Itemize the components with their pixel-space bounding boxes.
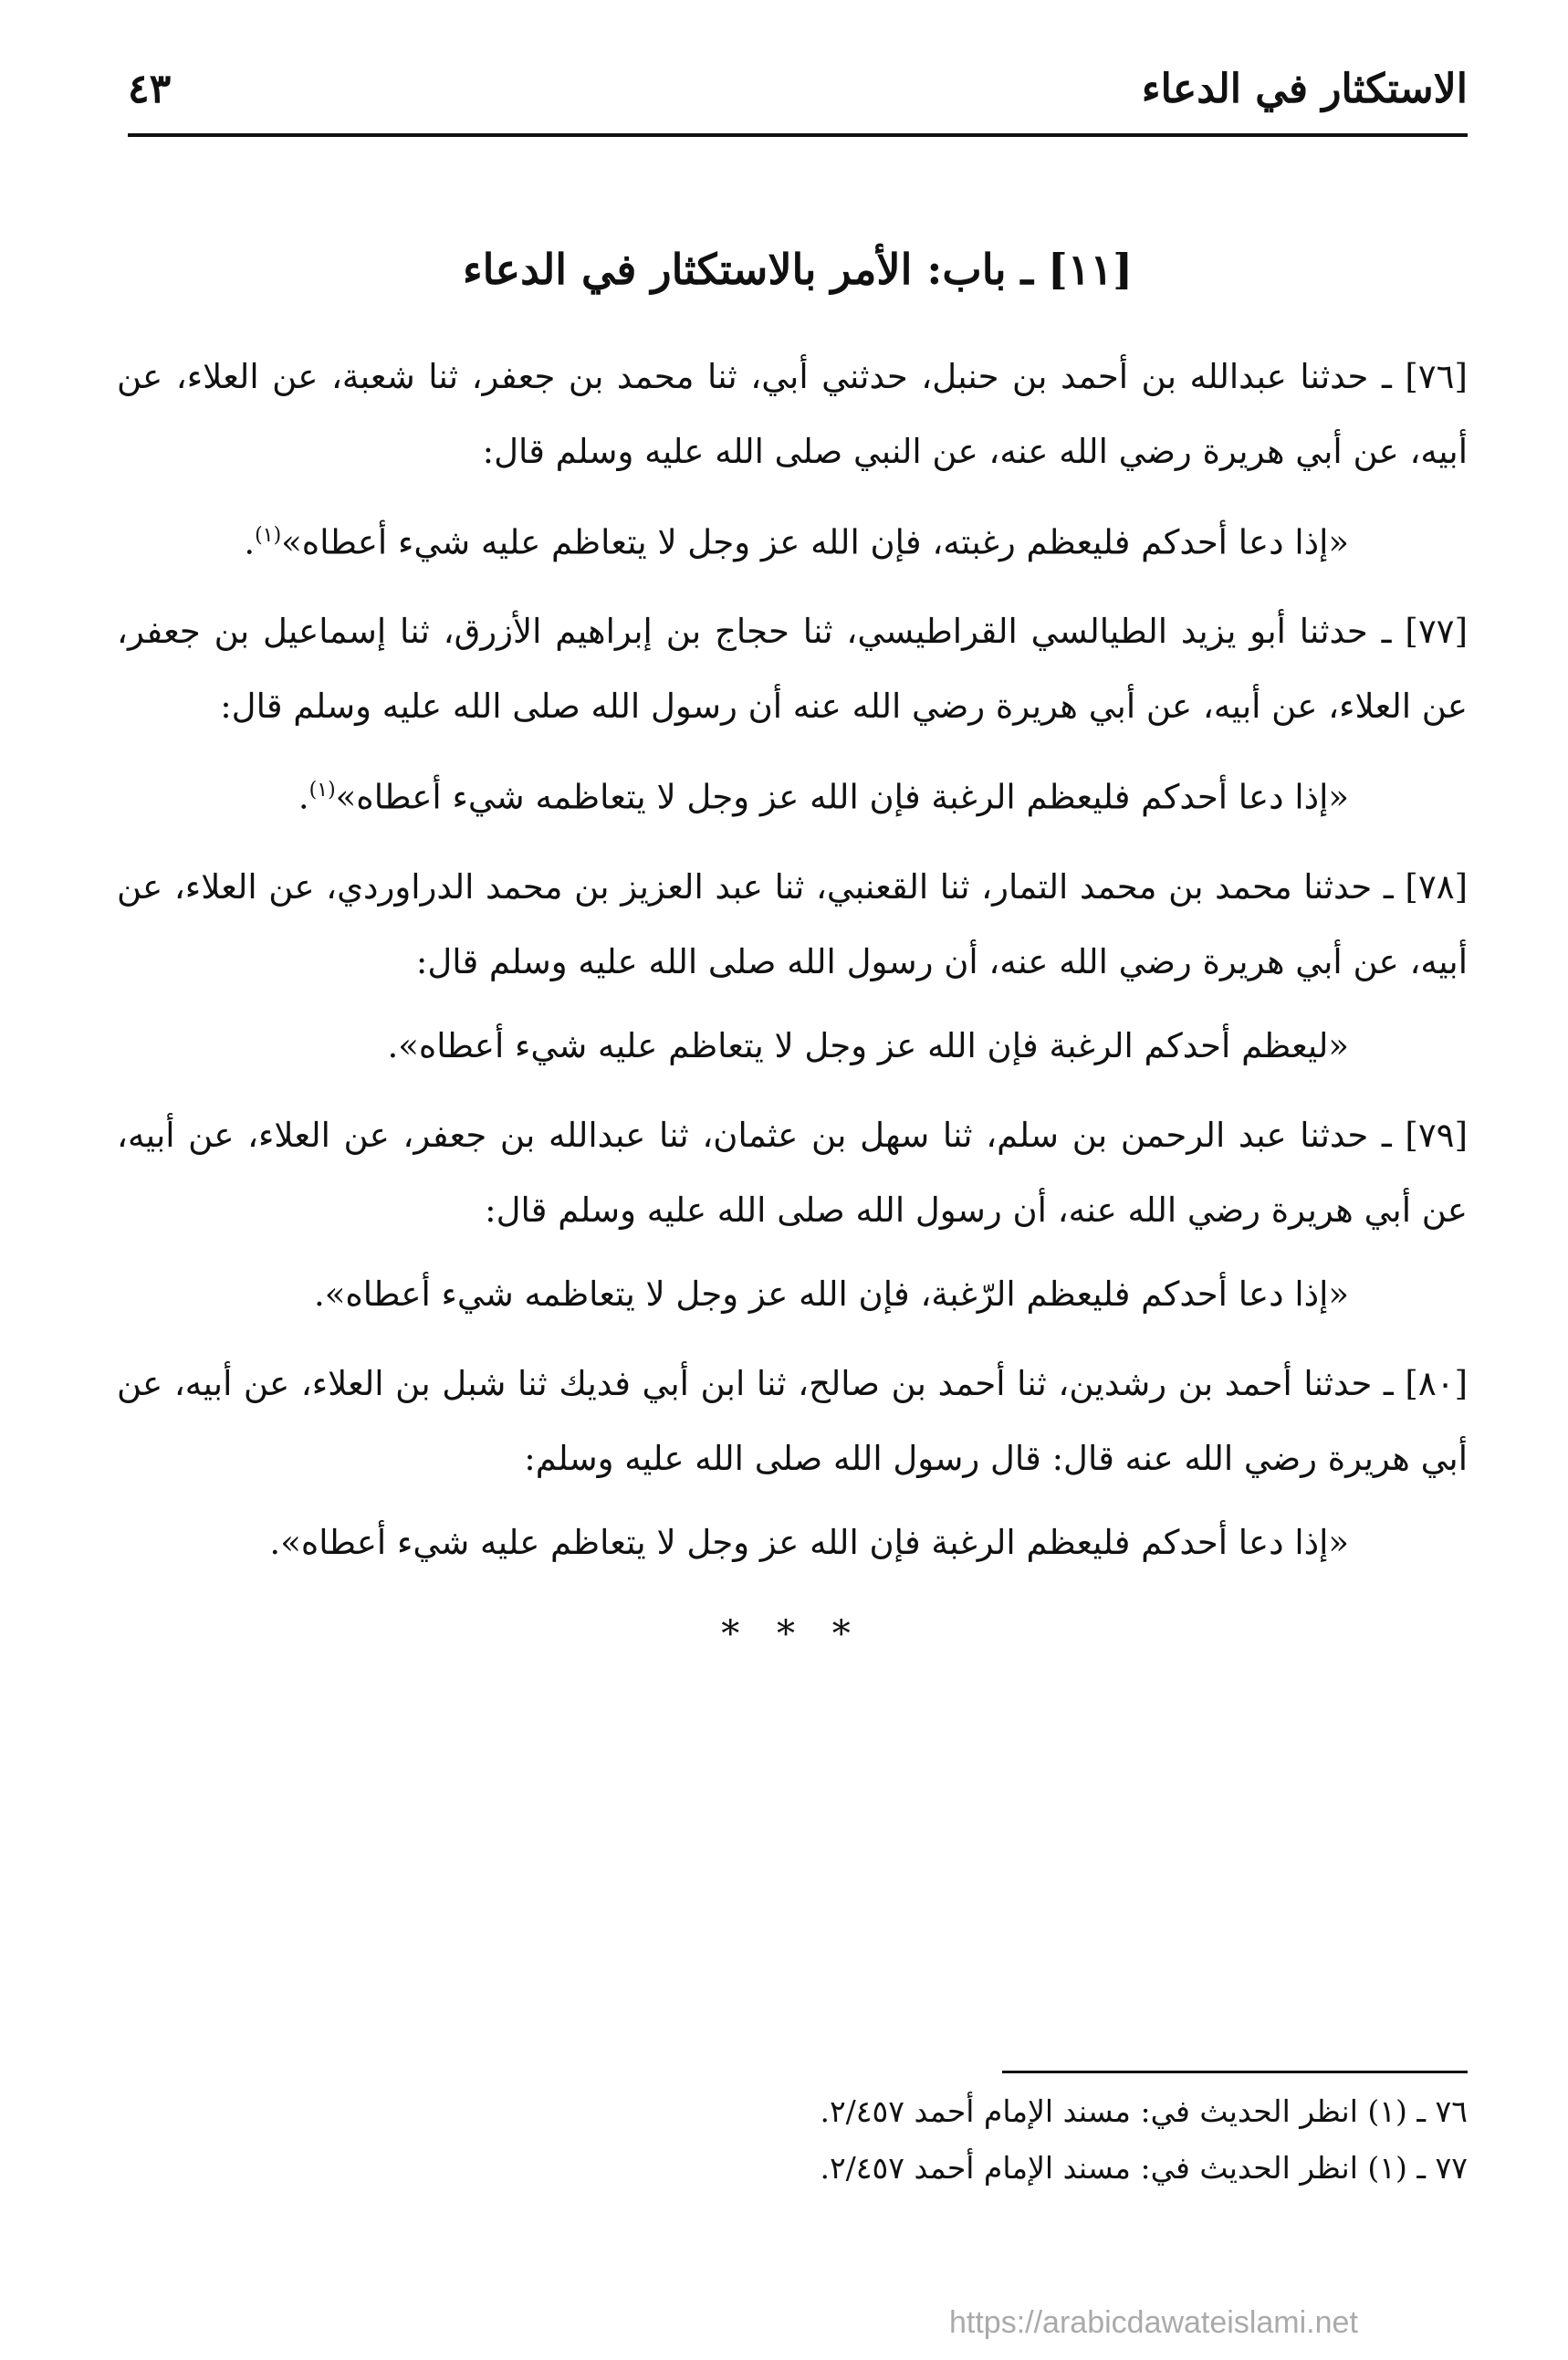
hadith-end: .: [313, 1274, 325, 1314]
hadith-end: .: [269, 1522, 281, 1562]
section-separator: * * *: [721, 1612, 863, 1655]
hadith-block: [117, 594, 1468, 834]
running-title: الاستكثار في الدعاء: [1141, 66, 1468, 112]
hadith-block: [117, 340, 1468, 580]
page-body: [117, 340, 1468, 1655]
hadith-chain: [117, 1347, 1468, 1496]
hadith-number: [٨٠]: [1405, 1363, 1468, 1403]
hadith-number: [٧٧]: [1405, 612, 1468, 652]
hadith-chain: [117, 340, 1468, 489]
hadith-block: [117, 1347, 1468, 1580]
hadith-number: [٧٦]: [1405, 357, 1468, 396]
page-number: ٤٣: [128, 66, 172, 112]
hadith-end: .: [298, 777, 309, 817]
hadith-number: [٧٨]: [1405, 866, 1469, 907]
hadith-matn: [117, 1009, 1349, 1084]
footnote: ٧٧ ـ (١) انظر الحديث في: مسند الإمام أحمد ٢/٤٥٧.: [820, 2150, 1468, 2186]
hadith-matn-text: «إذا دعا أحدكم فليعظم الرغبة فإن الله عز وجل لا يتعاظم عليه شيء أعطاه»: [280, 1522, 1349, 1562]
hadith-matn: [117, 1257, 1349, 1332]
hadith-number: [٧٩]: [1405, 1115, 1468, 1155]
hadith-chain: [117, 850, 1468, 1000]
footnote-marker: (١): [255, 524, 282, 547]
hadith-end: .: [387, 1025, 399, 1065]
hadith-block: [117, 850, 1468, 1084]
header-rule: [128, 133, 1468, 137]
hadith-block: [117, 1098, 1468, 1332]
watermark-url: https://arabicdawateislami.net: [949, 2305, 1358, 2340]
footnotes: [646, 2083, 1468, 2197]
hadith-matn: [117, 498, 1349, 580]
hadith-matn-text: «إذا دعا أحدكم فليعظم الرغبة فإن الله عز وجل لا يتعاظمه شيء أعطاه»: [335, 777, 1349, 817]
footnote-marker: (١): [308, 779, 336, 802]
hadith-matn-text: «ليعظم أحدكم الرغبة فإن الله عز وجل لا يتعاظم عليه شيء أعطاه»: [398, 1025, 1349, 1065]
hadith-matn-text: «إذا دعا أحدكم فليعظم رغبته، فإن الله عز وجل لا يتعاظم عليه شيء أعطاه»: [281, 522, 1349, 562]
hadith-chain: [117, 1098, 1468, 1248]
hadith-isnad: ـ حدثنا عبدالله بن أحمد بن حنبل، حدثني أبي، ثنا محمد بن جعفر، ثنا شعبة، عن العلاء، عن أبيه، عن أبي هريرة رضي الله عنه، عن النبي صلى الله عليه وسلم قال:: [117, 357, 1468, 471]
hadith-isnad: ـ حدثنا محمد بن محمد التمار، ثنا القعنبي، ثنا عبد العزيز بن محمد الدراوردي، عن العلاء، عن أبيه، عن أبي هريرة رضي الله عنه، أن رسول الله صلى الله عليه وسلم قال:: [117, 866, 1468, 981]
hadith-isnad: ـ حدثنا عبد الرحمن بن سلم، ثنا سهل بن عثمان، ثنا عبدالله بن جعفر، عن العلاء، عن أبيه، عن أبي هريرة رضي الله عنه، أن رسول الله صلى الله عليه وسلم قال:: [117, 1115, 1468, 1230]
hadith-chain: [117, 594, 1468, 744]
hadith-isnad: ـ حدثنا أحمد بن رشدين، ثنا أحمد بن صالح، ثنا ابن أبي فديك ثنا شبل بن العلاء، عن أبيه، عن أبي هريرة رضي الله عنه قال: قال رسول الله صلى الله عليه وسلم:: [117, 1363, 1468, 1478]
footnote: ٧٦ ـ (١) انظر الحديث في: مسند الإمام أحمد ٢/٤٥٧.: [820, 2093, 1468, 2129]
running-header: [128, 62, 1468, 126]
hadith-isnad: ـ حدثنا أبو يزيد الطيالسي القراطيسي، ثنا حجاج بن إبراهيم الأزرق، ثنا إسماعيل بن جعفر، عن العلاء، عن أبيه، عن أبي هريرة رضي الله عنه أن رسول الله صلى الله عليه وسلم قال:: [117, 612, 1468, 727]
hadith-matn: [117, 753, 1349, 834]
hadith-matn: [117, 1505, 1349, 1580]
footnote-rule: [1002, 2071, 1468, 2073]
hadith-matn-text: «إذا دعا أحدكم فليعظم الرّغبة، فإن الله عز وجل لا يتعاظمه شيء أعطاه»: [324, 1274, 1349, 1314]
chapter-title: [١١] ـ باب: الأمر بالاستكثار في الدعاء: [462, 245, 1133, 294]
hadith-end: .: [244, 522, 256, 562]
